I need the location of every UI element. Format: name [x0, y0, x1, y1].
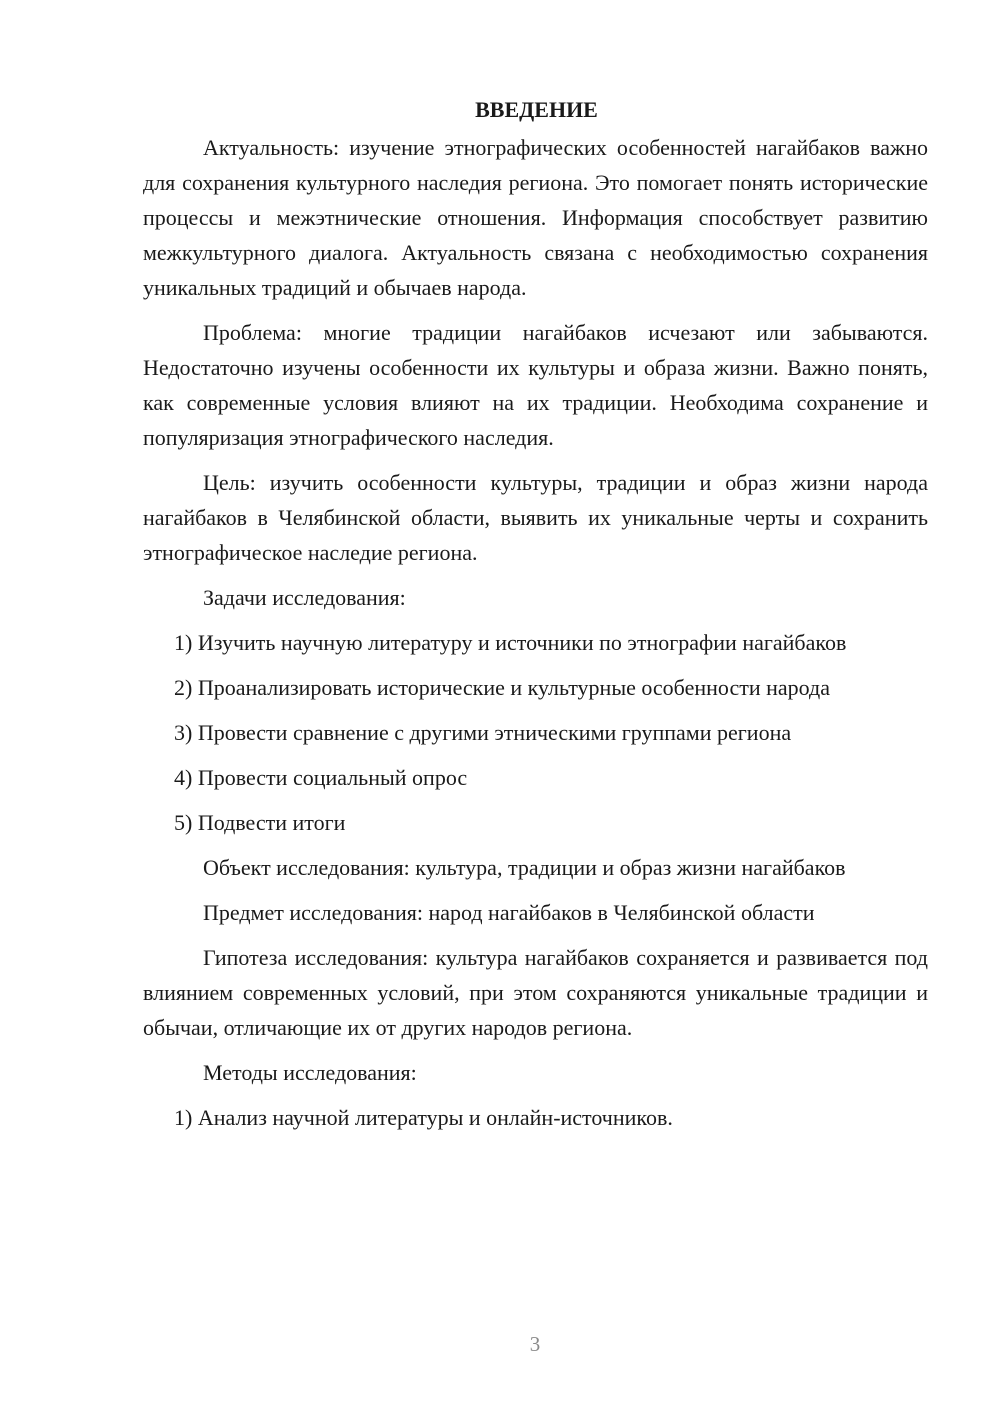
- tasks-heading: Задачи исследования:: [203, 585, 406, 610]
- task-item: 3) Провести сравнение с другими этническими группами региона: [174, 720, 792, 745]
- method-item: 1) Анализ научной литературы и онлайн-источников.: [174, 1105, 673, 1130]
- page-title: ВВЕДЕНИЕ: [475, 97, 598, 122]
- methods-heading: Методы исследования:: [203, 1060, 417, 1085]
- hypothesis-paragraph: Гипотеза исследования: культура нагайбаков сохраняется и развивается под влиянием современных условий, при этом сохраняются уникальные традиции и обычаи, отличающие их от других народов региона.: [143, 945, 928, 1040]
- task-item: 5) Подвести итоги: [174, 810, 346, 835]
- task-item: 2) Проанализировать исторические и культурные особенности народа: [174, 675, 830, 700]
- subject-paragraph: Предмет исследования: народ нагайбаков в Челябинской области: [203, 900, 815, 925]
- task-item: 4) Провести социальный опрос: [174, 765, 468, 790]
- problem-paragraph: Проблема: многие традиции нагайбаков исчезают или забываются. Недостаточно изучены особенности их культуры и образа жизни. Важно понять, как современные условия влияют на их традиции. Необходима сохранение и популяризация этнографического наследия.: [143, 320, 928, 450]
- object-paragraph: Объект исследования: культура, традиции и образ жизни нагайбаков: [203, 855, 846, 880]
- goal-paragraph: Цель: изучить особенности культуры, традиции и образ жизни народа нагайбаков в Челябинской области, выявить их уникальные черты и сохранить этнографическое наследие региона.: [143, 470, 928, 565]
- document-page: [143, 92, 928, 1145]
- relevance-paragraph: Актуальность: изучение этнографических особенностей нагайбаков важно для сохранения культурного наследия региона. Это помогает понять исторические процессы и межэтнические отношения. Информация способствует развитию межкультурного диалога. Актуальность связана с необходимостью сохранения уникальных традиций и обычаев народа.: [143, 135, 928, 300]
- task-item: 1) Изучить научную литературу и источники по этнографии нагайбаков: [174, 630, 847, 655]
- page-number: 3: [529, 1332, 541, 1356]
